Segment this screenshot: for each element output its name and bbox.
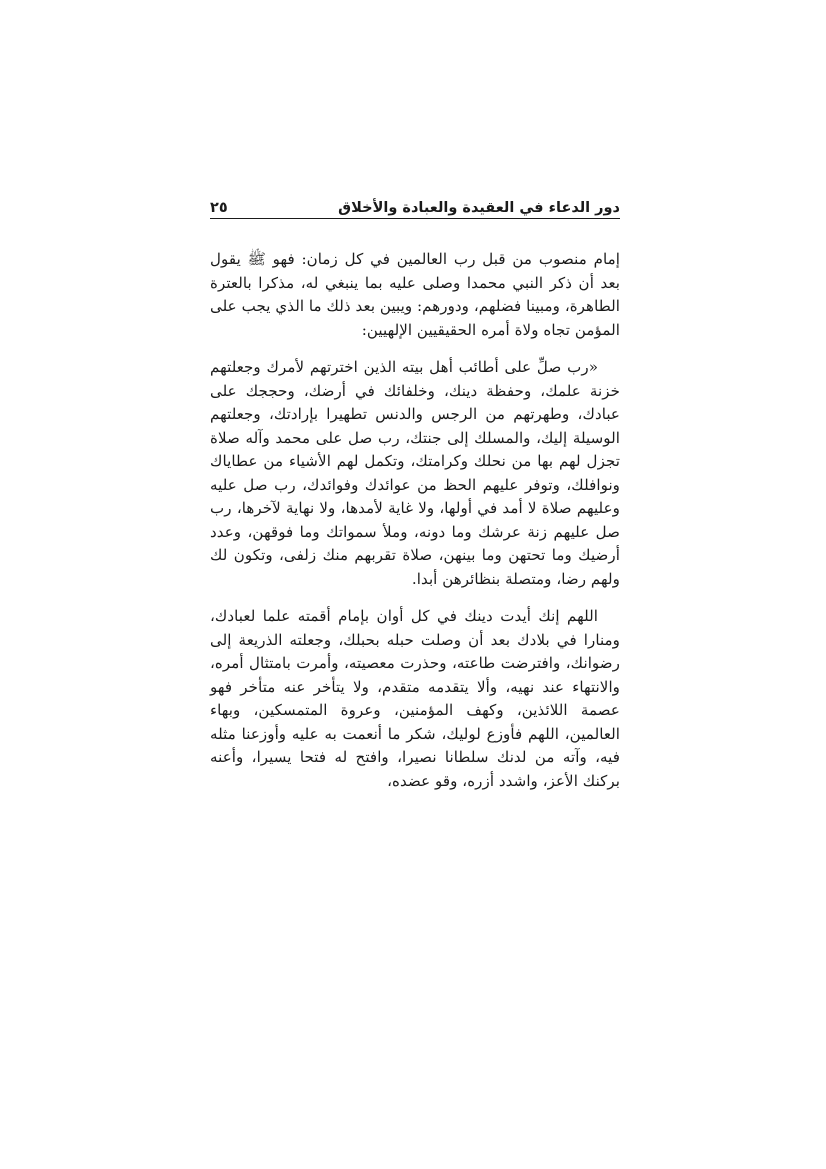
page-number: ٢٥ (210, 200, 228, 216)
paragraph-1: إمام منصوب من قبل رب العالمين في كل زمان: فهو ﷺ يقول بعد أن ذكر النبي محمدا وصلى عليه بما ينبغي له، مذكرا بالعترة الطاهرة، ومبينا فضلهم، ودورهم: ويبين بعد ذلك ما الذي يجب على المؤمن تجاه ولاة أمره الحقيقيين الإلهيين: (210, 250, 620, 339)
paragraph-3: اللهم إنك أيدت دينك في كل أوان بإمام أقمته علما لعبادك، ومنارا في بلادك بعد أن وصلت حبله بحبلك، وجعلته الذريعة إلى رضوانك، وافترضت طاعته، وحذرت معصيته، وأمرت بامتثال أمره، والانتهاء عند نهيه، وألا يتقدمه متقدم، ولا يتأخر عنه متأخر فهو عصمة اللائذين، وكهف المؤمنين، وعروة المتمسكين، وبهاء العالمين، اللهم فأوزع لوليك، شكر ما أنعمت به عليه وأوزعنا مثله فيه، وآته من لدنك سلطانا نصيرا، وافتح له فتحا يسيرا، وأعنه بركنك الأعز، واشدد أزره، وقو عضده، (210, 607, 620, 790)
header-divider (210, 218, 620, 219)
paragraph-2-prayer-quote: «رب صلِّ على أطائب أهل بيته الذين اخترتهم لأمرك وجعلتهم خزنة علمك، وحفظة دينك، وخلفائك في أرضك، وحججك على عبادك، وطهرتهم من الرجس والدنس تطهيرا بإرادتك، وجعلتهم الوسيلة إليك، والمسلك إلى جنتك، رب صل على محمد وآله صلاة تجزل لهم بها من نحلك وكرامتك، وتكمل لهم الأشياء من عطاياك ونوافلك، وتوفر عليهم الحظ من عوائدك وفوائدك، رب صل عليه وعليهم صلاة لا أمد في أولها، ولا غاية لأمدها، ولا نهاية لآخرها، رب صل عليهم زنة عرشك وما دونه، وملأ سمواتك وما فوقهن، وعدد أرضيك وما تحتهن وما بينهن، صلاة تقربهم منك زلفى، وتكون لك ولهم رضا، ومتصلة بنظائرهن أبدا. (210, 358, 620, 588)
running-header (210, 190, 620, 216)
body-text (210, 248, 620, 807)
running-title: دور الدعاء في العقيدة والعبادة والأخلاق (338, 200, 620, 216)
document-page (210, 180, 620, 790)
